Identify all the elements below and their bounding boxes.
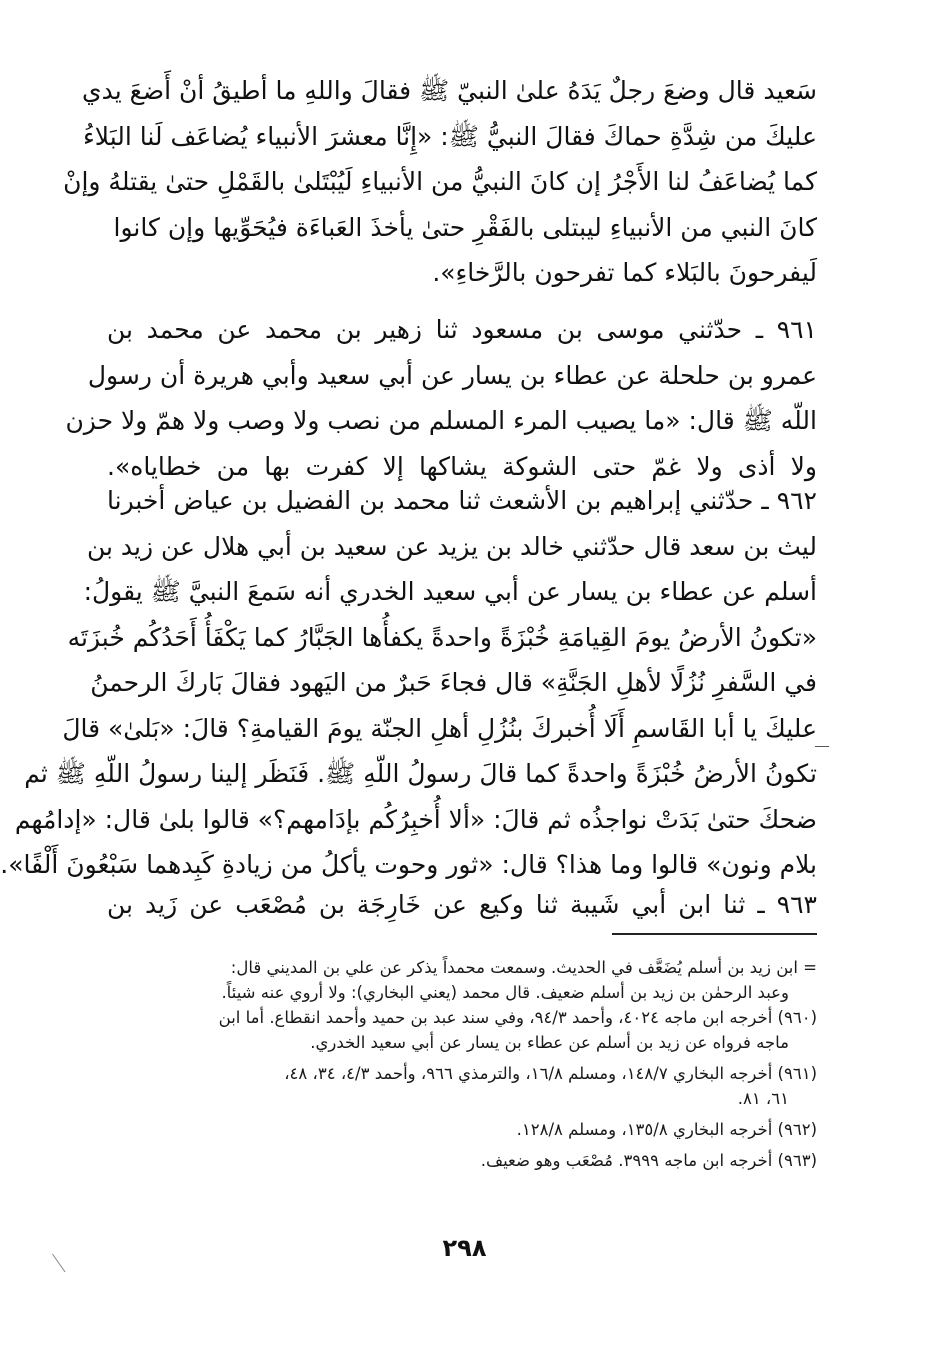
- text-line: «تكونُ الأرضُ يومَ القِيامَةِ خُبْزَةً واحدةً يكفأُها الجَبَّارُ كما يَكْفَأُ أَحَدُكُم خُبزَتَه: [67, 622, 817, 652]
- footnote-960-cont: ماجه فرواه عن زيد بن أسلم عن عطاء بن يسار عن أبي سعيد الخدري.: [310, 1033, 789, 1052]
- text-line: سَعيد قال وضعَ رجلٌ يَدَهُ علىٰ النبيّ ﷺ فقالَ واللهِ ما أطيقُ أنْ أَضعَ يدي: [82, 76, 817, 105]
- hadith-963: [107, 882, 817, 928]
- text-line: ٩٦٢ ـ حدّثني إبراهيم بن الأشعث ثنا محمد بن الفضيل بن عياض أخبرنا: [107, 486, 817, 515]
- footnote-separator: [612, 933, 817, 935]
- footnote-960: (٩٦٠) أخرجه ابن ماجه ٤٠٢٤، وأحمد ٩٤/٣، وفي سند عبد بن حميد وأحمد انقطاع. أما ابن: [218, 1008, 817, 1027]
- margin-mark: [815, 746, 829, 747]
- footnote-961-cont: ٦١، ٨١.: [737, 1089, 789, 1108]
- text-line: ٩٦١ ـ حدّثني موسى بن مسعود ثنا زهير بن محمد عن محمد بن: [107, 315, 817, 344]
- text-line: بلام ونون» قالوا وما هذا؟ قال: «ثور وحوت يأكلُ من زيادةِ كَبِدهما سَبْعُونَ أَلْفًا».: [0, 850, 817, 879]
- hadith-961: [65, 307, 817, 489]
- text-line: أسلم عن عطاء بن يسار عن أبي سعيد الخدري أنه سَمعَ النبيَّ ﷺ يقولُ:: [83, 577, 817, 606]
- text-line: ولا أذى ولا غمّ حتى الشوكة يشاكها إلا كفرت بها من خطاياه».: [107, 451, 817, 481]
- text-line: ضحكَ حتىٰ بَدَتْ نواجذُه ثم قالَ: «ألا أُخبِرُكُم بإدَامهم؟» قالوا بلىٰ قال: «إدامُهم: [14, 804, 817, 834]
- text-line: كانَ النبي من الأنبياءِ ليبتلى بالفَقْرِ حتىٰ يأخذَ العَباءَة فيُحَوِّيها وإن كانوا: [113, 212, 817, 242]
- page-number: ٢٩٨: [442, 1234, 487, 1262]
- text-line: عليكَ يا أبا القَاسمِ أَلَا أُخبركَ بنُزُلِ أهلِ الجنّة يومَ القيامةِ؟ قالَ: «بَلىٰ» قالَ: [62, 713, 817, 743]
- text-line: تكونُ الأرضُ خُبْزَةً واحدةً كما قالَ رسولُ اللّهِ ﷺ. فَنَظَر إلينا رسولُ اللّهِ ﷺ ثم: [24, 759, 817, 788]
- text-line: لَيفرحونَ بالبَلاء كما تفرحون بالرَّخاءِ».: [432, 258, 817, 287]
- footnote-continuation: = ابن زيد بن أسلم يُضَعَّف في الحديث. وسمعت محمداً يذكر عن علي بن المديني قال:: [230, 958, 817, 977]
- hadith-962: [0, 478, 817, 888]
- footnote-963: (٩٦٣) أخرجه ابن ماجه ٣٩٩٩. مُصْعَب وهو ضعيف.: [480, 1151, 817, 1170]
- text-line: في السَّفرِ نُزُلًا لأهلِ الجَنَّةِ» قال فجاءَ حَبرٌ من اليَهود فقالَ بَاركَ الرحمنُ: [90, 668, 817, 697]
- footnotes: [107, 955, 817, 1173]
- text-line: ليث بن سعد قال حدّثني خالد بن يزيد عن سعيد بن أبي هلال عن زيد بن: [86, 531, 817, 561]
- hadith-960-continuation: [63, 68, 817, 296]
- footnote-continuation: وعبد الرحمٰن بن زيد بن أسلم ضعيف. قال محمد (يعني البخاري): ولا أروي عنه شيئاً.: [221, 983, 789, 1002]
- text-line: كما يُضاعَفُ لنا الأَجْرُ إن كانَ النبيُّ من الأنبياءِ لَيُبْتَلىٰ بالقَمْلِ حتىٰ يقتلهُ وإنْ: [63, 167, 817, 196]
- text-line: عليكَ من شِدَّةِ حماكَ فقالَ النبيُّ ﷺ: «إِنَّا معشرَ الأنبياء يُضاعَف لَنا البَلاءُ: [83, 121, 817, 151]
- footnote-961: (٩٦١) أخرجه البخاري ١٤٨/٧، ومسلم ١٦/٨، والترمذي ٩٦٦، وأحمد ٤/٣، ٣٤، ٤٨،: [284, 1064, 817, 1083]
- text-line: اللّه ﷺ قال: «ما يصيب المرء المسلم من نصب ولا وصب ولا همّ ولا حزن: [65, 406, 817, 435]
- footnote-962: (٩٦٢) أخرجه البخاري ١٣٥/٨، ومسلم ١٢٨/٨.: [516, 1120, 817, 1139]
- text-line: ٩٦٣ ـ ثنا ابن أبي شَيبة ثنا وكيع عن خَارِجَة بن مُصْعَب عن زَيد بن: [107, 890, 817, 919]
- text-line: عمرو بن حلحلة عن عطاء بن يسار عن أبي سعيد وأبي هريرة أن رسول: [87, 360, 817, 390]
